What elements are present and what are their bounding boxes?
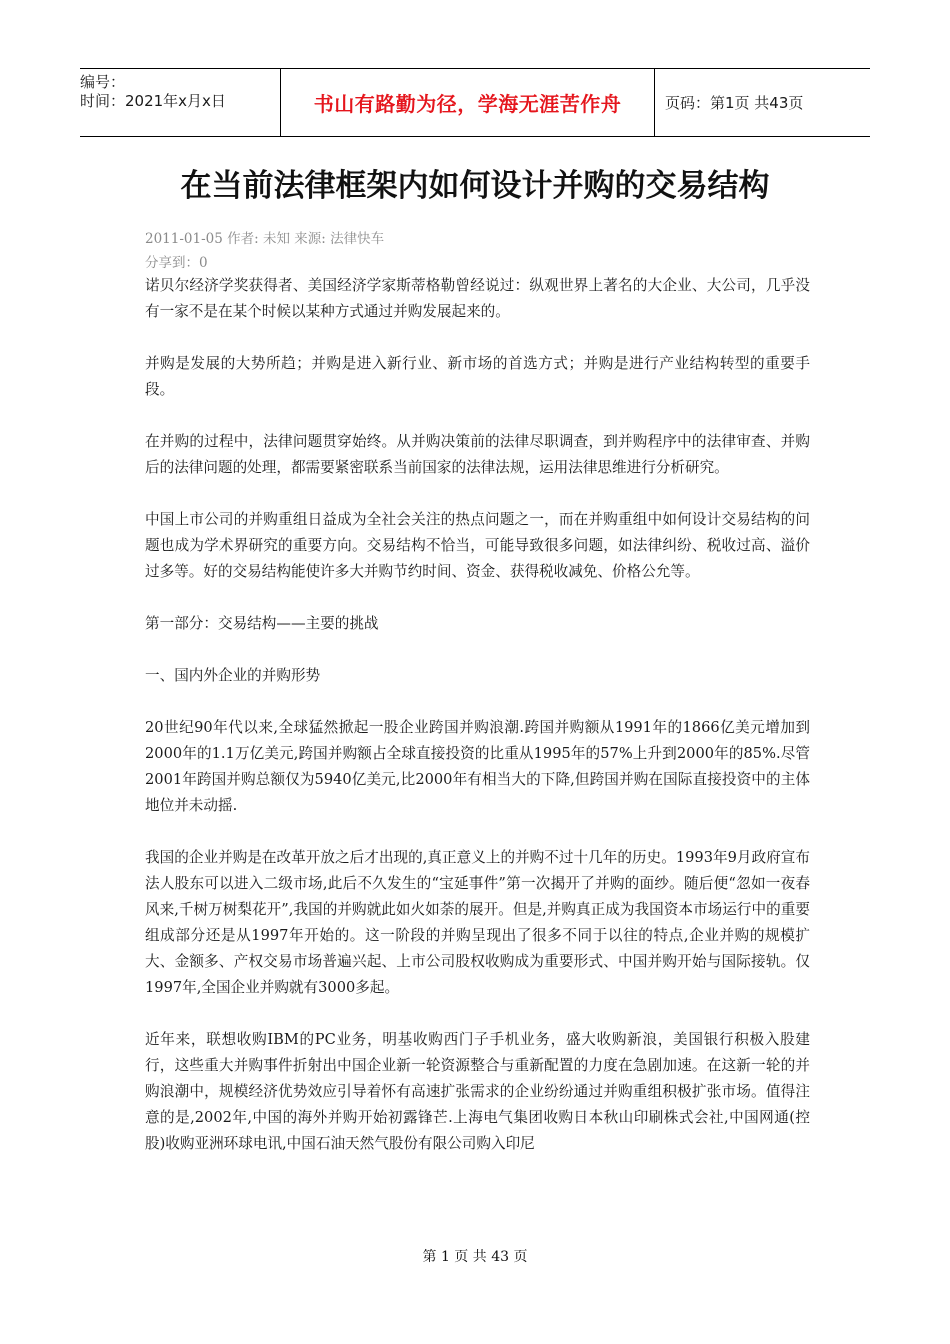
header-page-cell xyxy=(655,69,870,136)
number-label: 编号： xyxy=(80,73,126,91)
page-label: 页码：第1页 共43页 xyxy=(665,94,804,112)
article-meta: 2011-01-05 作者: 未知 来源: 法律快车 xyxy=(145,231,385,247)
header-table xyxy=(80,68,870,137)
paragraph: 中国上市公司的并购重组日益成为全社会关注的热点问题之一，而在并购重组中如何设计交易结构的问题也成为学术界研究的重要方向。交易结构不恰当，可能导致很多问题，如法律纠纷、税收过高、溢价过多等。好的交易结构能使许多大并购节约时间、资金、获得税收减免、价格公允等。 xyxy=(145,511,810,580)
date-label: 时间：2021年x月x日 xyxy=(80,92,226,110)
article-body xyxy=(145,273,810,1157)
paragraph: 在并购的过程中，法律问题贯穿始终。从并购决策前的法律尽职调查，到并购程序中的法律审查、并购后的法律问题的处理，都需要紧密联系当前国家的法律法规，运用法律思维进行分析研究。 xyxy=(145,433,810,476)
header-motto-cell xyxy=(280,69,655,136)
motto-text: 书山有路勤为径，学海无涯苦作舟 xyxy=(313,92,622,116)
paragraph: 并购是发展的大势所趋；并购是进入新行业、新市场的首选方式；并购是进行产业结构转型的重要手段。 xyxy=(145,355,810,398)
subsection-heading: 一、国内外企业的并购形势 xyxy=(145,667,321,684)
paragraph: 20世纪90年代以来,全球猛然掀起一股企业跨国并购浪潮.跨国并购额从1991年的1866亿美元增加到2000年的1.1万亿美元,跨国并购额占全球直接投资的比重从1995年的57%上升到2000年的85%.尽管2001年跨国并购总额仅为5940亿美元,比2000年有相当大的下降,但跨国并购在国际直接投资中的主体地位并未动摇. xyxy=(145,719,810,814)
article-title: 在当前法律框架内如何设计并购的交易结构 xyxy=(180,168,770,204)
header-info-cell xyxy=(80,69,280,136)
page-footer: 第 1 页 共 43 页 xyxy=(422,1249,528,1265)
share-count: 分享到：0 xyxy=(145,255,208,271)
section-heading: 第一部分：交易结构——主要的挑战 xyxy=(145,615,379,632)
paragraph: 我国的企业并购是在改革开放之后才出现的,真正意义上的并购不过十几年的历史。1993年9月政府宣布法人股东可以进入二级市场,此后不久发生的“宝延事件”第一次揭开了并购的面纱。随后便“忽如一夜春风来,千树万树梨花开”,我国的并购就此如火如荼的展开。但是,并购真正成为我国资本市场运行中的重要组成部分还是从1997年开始的。这一阶段的并购呈现出了很多不同于以往的特点,企业并购的规模扩大、金额多、产权交易市场普遍兴起、上市公司股权收购成为重要形式、中国并购开始与国际接轨。仅1997年,全国企业并购就有3000多起。 xyxy=(145,849,810,996)
paragraph: 近年来，联想收购IBM的PC业务，明基收购西门子手机业务，盛大收购新浪，美国银行积极入股建行，这些重大并购事件折射出中国企业新一轮资源整合与重新配置的力度在急剧加速。在这新一轮的并购浪潮中，规模经济优势效应引导着怀有高速扩张需求的企业纷纷通过并购重组积极扩张市场。值得注意的是,2002年,中国的海外并购开始初露锋芒.上海电气集团收购日本秋山印刷株式会社,中国网通(控股)收购亚洲环球电讯,中国石油天然气股份有限公司购入印尼 xyxy=(145,1031,810,1152)
paragraph: 诺贝尔经济学奖获得者、美国经济学家斯蒂格勒曾经说过：纵观世界上著名的大企业、大公司，几乎没有一家不是在某个时候以某种方式通过并购发展起来的。 xyxy=(145,277,810,320)
